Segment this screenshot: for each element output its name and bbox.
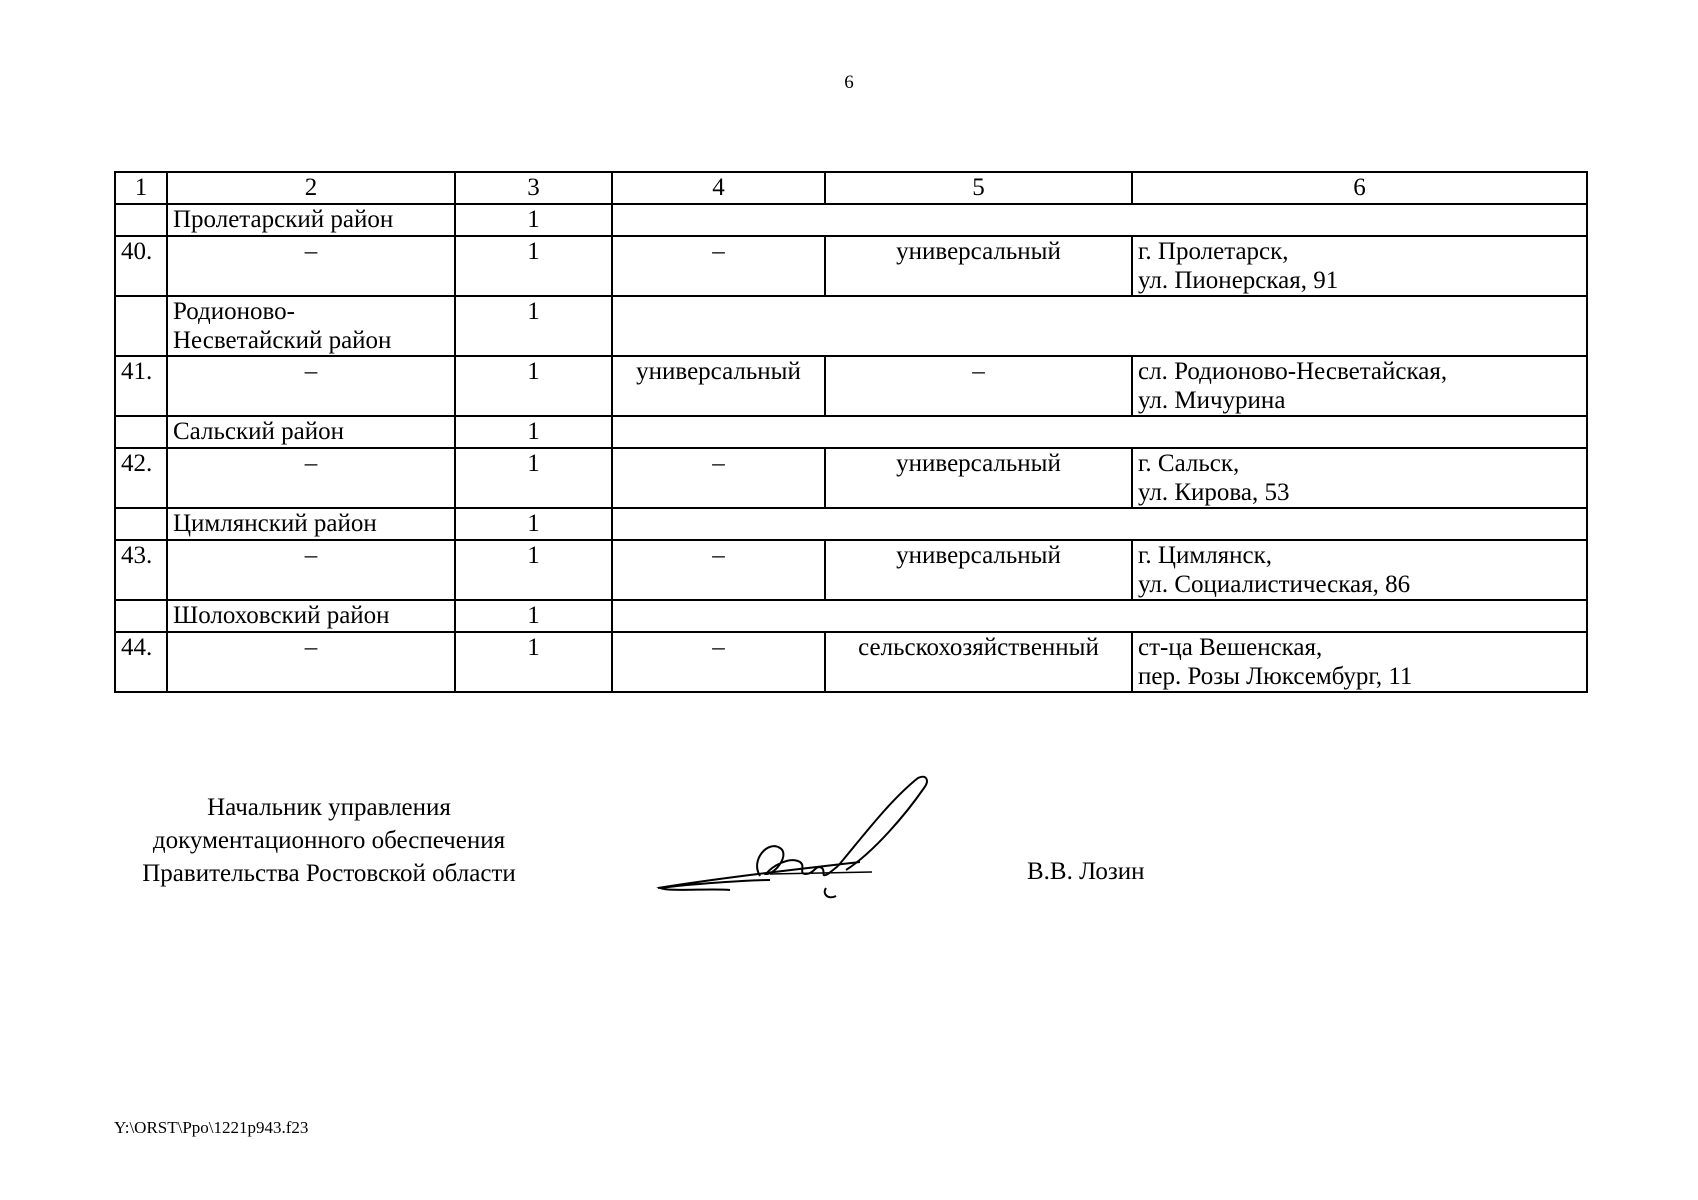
district-row xyxy=(115,296,1587,356)
row-address xyxy=(1132,632,1587,692)
table-row xyxy=(115,236,1587,296)
row-col5: универсальный xyxy=(825,236,1132,296)
header-cell: 1 xyxy=(115,172,167,204)
header-cell: 4 xyxy=(612,172,825,204)
district-name: Шолоховский район xyxy=(167,600,455,632)
row-number: 40. xyxy=(115,236,167,296)
row-col2: – xyxy=(167,540,455,600)
signer-title-line: Правительства Ростовской области xyxy=(142,860,516,887)
table-row xyxy=(115,540,1587,600)
district-name: Цимлянский район xyxy=(167,508,455,540)
address-line: ул. Социалистическая, 86 xyxy=(1138,571,1411,598)
row-address xyxy=(1132,448,1587,508)
address-line: ст-ца Вешенская, xyxy=(1138,634,1323,661)
row-number: 44. xyxy=(115,632,167,692)
row-col2: – xyxy=(167,356,455,416)
district-row xyxy=(115,204,1587,236)
district-row xyxy=(115,508,1587,540)
row-col3: 1 xyxy=(455,632,612,692)
row-col3: 1 xyxy=(455,448,612,508)
table-row xyxy=(115,632,1587,692)
table-row xyxy=(115,448,1587,508)
table-row xyxy=(115,356,1587,416)
row-number: 42. xyxy=(115,448,167,508)
row-col5: универсальный xyxy=(825,540,1132,600)
signer-title xyxy=(114,791,544,890)
header-cell: 2 xyxy=(167,172,455,204)
district-row xyxy=(115,600,1587,632)
row-col3: 1 xyxy=(455,236,612,296)
address-line: ул. Мичурина xyxy=(1138,387,1286,414)
district-name: Пролетарский район xyxy=(167,204,455,236)
row-col5: сельскохозяйственный xyxy=(825,632,1132,692)
address-line: ул. Пионерская, 91 xyxy=(1138,267,1339,294)
district-count: 1 xyxy=(455,508,612,540)
row-col4: – xyxy=(612,236,825,296)
row-col4: универсальный xyxy=(612,356,825,416)
district-count: 1 xyxy=(455,204,612,236)
district-count: 1 xyxy=(455,296,612,356)
row-col2: – xyxy=(167,236,455,296)
row-number: 41. xyxy=(115,356,167,416)
row-number: 43. xyxy=(115,540,167,600)
row-col2: – xyxy=(167,632,455,692)
row-col4: – xyxy=(612,540,825,600)
row-col3: 1 xyxy=(455,356,612,416)
row-col4: – xyxy=(612,448,825,508)
address-line: пер. Розы Люксембург, 11 xyxy=(1138,663,1413,690)
address-line: г. Пролетарск, xyxy=(1138,238,1289,265)
district-name: Сальский район xyxy=(167,416,455,448)
row-col5: – xyxy=(825,356,1132,416)
row-col4: – xyxy=(612,632,825,692)
address-line: сл. Родионово-Несветайская, xyxy=(1138,358,1448,385)
row-col5: универсальный xyxy=(825,448,1132,508)
row-address xyxy=(1132,540,1587,600)
district-name-line: Несветайский район xyxy=(173,327,392,354)
district-name-line: Родионово- xyxy=(173,298,295,325)
page-number: 6 xyxy=(844,72,854,93)
address-line: г. Сальск, xyxy=(1138,450,1240,477)
district-row xyxy=(115,416,1587,448)
header-cell: 5 xyxy=(825,172,1132,204)
handwritten-signature xyxy=(650,770,940,920)
district-count: 1 xyxy=(455,416,612,448)
signer-title-line: Начальник управления xyxy=(207,794,451,821)
row-address xyxy=(1132,356,1587,416)
file-path: Y:\ORST\Ppo\1221p943.f23 xyxy=(114,1118,309,1137)
row-col2: – xyxy=(167,448,455,508)
row-address xyxy=(1132,236,1587,296)
district-name xyxy=(167,296,455,356)
signer-title-line: документационного обеспечения xyxy=(152,827,506,854)
address-line: ул. Кирова, 53 xyxy=(1138,479,1290,506)
document-table xyxy=(114,171,1588,693)
address-line: г. Цимлянск, xyxy=(1138,542,1273,569)
signer-name: В.В. Лозин xyxy=(1027,858,1145,885)
header-cell: 6 xyxy=(1132,172,1587,204)
header-cell: 3 xyxy=(455,172,612,204)
district-count: 1 xyxy=(455,600,612,632)
table-header-row xyxy=(115,172,1587,204)
row-col3: 1 xyxy=(455,540,612,600)
